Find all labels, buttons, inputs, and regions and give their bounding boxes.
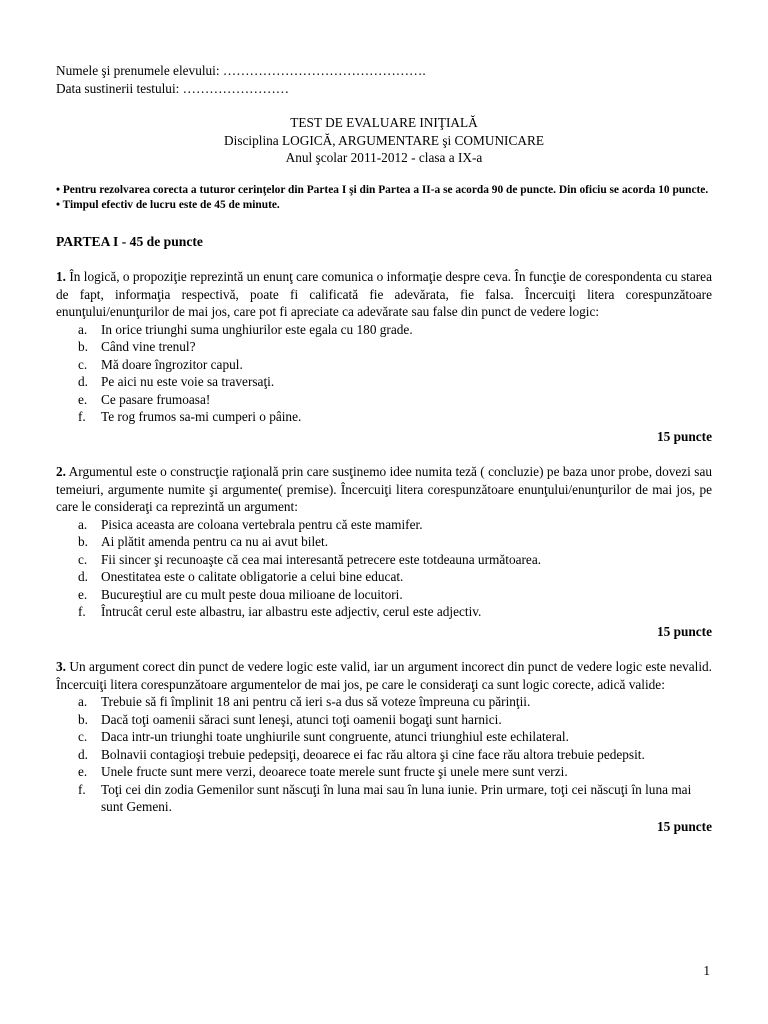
question-text <box>56 463 712 516</box>
question-2 <box>56 463 712 640</box>
option-letter: c. <box>78 551 88 567</box>
document-page <box>56 62 712 835</box>
option-letter: f. <box>78 604 86 619</box>
option-text: Te rog frumos sa-mi cumperi o pâine. <box>101 409 302 424</box>
option-letter: e. <box>78 586 88 602</box>
option-e[interactable] <box>56 586 712 604</box>
option-letter: f. <box>78 409 86 424</box>
option-letter: b. <box>78 711 88 727</box>
options-list <box>56 321 712 426</box>
test-date-field: Data sustinerii testului: …………………… <box>56 80 290 96</box>
option-letter: a. <box>78 516 88 532</box>
question-points: 15 puncte <box>656 623 712 639</box>
question-body: Argumentul este o construcţie raţională prin care susţinemo idee numita teză ( concluzie) pe baza unor probe, dovezi sau temeiuri, argumente numite şi argumente( premise). Încercuiţi litera corespunzătoare enunţului/enunţurilor de mai jos, pe care le consideraţi ca reprezintă un argument: <box>56 464 713 514</box>
question-number: 3. <box>56 659 66 674</box>
question-number: 2. <box>56 464 66 479</box>
question-points: 15 puncte <box>656 428 712 444</box>
option-letter: b. <box>78 534 88 549</box>
option-letter: a. <box>78 694 88 709</box>
option-b[interactable] <box>56 533 712 551</box>
option-text: Unele fructe sunt mere verzi, deoarece toate merele sunt fructe şi unele mere sunt verzi. <box>101 764 568 779</box>
option-text: Pe aici nu este voie sa traversaţi. <box>101 374 275 389</box>
option-e[interactable] <box>56 391 712 409</box>
question-number: 1. <box>56 269 66 284</box>
question-body: În logică, o propoziţie reprezintă un enunţ care comunica o informaţie despre ceva. În funcţie de corespondenta cu starea de fapt, informaţia respectivă, poate fi calificată fie adevărata, fie falsa. Încercuiţi litera corespunzătoare enunţului/enunţurilor de mai jos, care pot fi apreciate ca adevărate sau false din punct de vedere logic: <box>56 269 712 319</box>
instruction-points: • Pentru rezolvarea corecta a tuturor cerinţelor din Partea I şi din Partea a II-a se acorda 90 de puncte. Din oficiu se acorda 10 puncte. <box>56 183 709 196</box>
option-f[interactable] <box>56 408 712 426</box>
question-points: 15 puncte <box>656 818 712 834</box>
option-text: Dacă toţi oamenii săraci sunt leneşi, atunci toţi oamenii bogaţi sunt harnici. <box>101 711 502 727</box>
option-letter: c. <box>78 729 88 744</box>
question-1 <box>56 268 712 445</box>
discipline-title: Disciplina LOGICĂ, ARGUMENTARE şi COMUNICARE <box>224 132 544 148</box>
page-number: 1 <box>703 963 710 978</box>
option-text: Onestitatea este o calitate obligatorie a celui bine educat. <box>101 569 404 584</box>
question-body: Un argument corect din punct de vedere logic este valid, iar un argument incorect din punct de vedere logic este nevalid. Încercuiţi litera corespunzătoare argumentelor de mai jos, pe care le consideraţi ca sunt logic corecte, adică valide: <box>56 659 713 692</box>
option-e[interactable] <box>56 763 712 781</box>
option-text: Când vine trenul? <box>101 339 196 354</box>
instructions <box>56 183 712 214</box>
option-text: Bucureştiul are cu mult peste doua milioane de locuitori. <box>101 586 403 602</box>
test-title: TEST DE EVALUARE INIŢIALĂ <box>290 115 478 130</box>
option-letter: e. <box>78 391 88 407</box>
option-text: In orice triunghi suma unghiurilor este egala cu 180 grade. <box>101 321 413 337</box>
option-d[interactable] <box>56 746 712 764</box>
option-text: Ai plătit amenda pentru ca nu ai avut bilet. <box>101 534 329 549</box>
option-letter: e. <box>78 764 88 779</box>
option-text: Fii sincer şi recunoaşte că cea mai interesantă petrecere este totdeauna următoarea. <box>101 551 542 567</box>
option-b[interactable] <box>56 711 712 729</box>
student-name-field: Numele şi prenumele elevului: ………………………………………. <box>56 63 426 78</box>
options-list <box>56 693 712 816</box>
option-letter: b. <box>78 339 88 354</box>
option-d[interactable] <box>56 373 712 391</box>
option-a[interactable] <box>56 516 712 534</box>
option-a[interactable] <box>56 321 712 339</box>
option-c[interactable] <box>56 356 712 374</box>
option-text: Daca intr-un triunghi toate unghiurile sunt congruente, atunci triunghiul este echilateral. <box>101 729 569 744</box>
option-c[interactable] <box>56 551 712 569</box>
option-text: Pisica aceasta are coloana vertebrala pentru că este mamifer. <box>101 516 423 532</box>
question-text <box>56 268 712 321</box>
options-list <box>56 516 712 621</box>
option-text: Întrucât cerul este albastru, iar albastru este adjectiv, cerul este adjectiv. <box>101 604 482 619</box>
instruction-time: • Timpul efectiv de lucru este de 45 de minute. <box>56 199 280 211</box>
option-letter: d. <box>78 374 88 389</box>
title-block <box>56 114 712 167</box>
option-letter: c. <box>78 356 88 372</box>
option-a[interactable] <box>56 693 712 711</box>
option-letter: d. <box>78 569 88 584</box>
question-3 <box>56 658 712 835</box>
option-f[interactable] <box>56 781 712 816</box>
option-d[interactable] <box>56 568 712 586</box>
option-b[interactable] <box>56 338 712 356</box>
option-letter: f. <box>78 781 86 797</box>
option-text: Ce pasare frumoasa! <box>101 391 211 407</box>
option-text: Bolnavii contagioşi trebuie pedepsiţi, deoarece ei fac rău altora şi cine face rău altora trebuie pedepsit. <box>101 746 645 762</box>
part-title: PARTEA I - 45 de puncte <box>56 233 203 249</box>
option-text: Toţi cei din zodia Gemenilor sunt născuţi în luna mai sau în luna iunie. Prin urmare, toţi cei născuţi în luna mai sunt Gemeni. <box>101 781 692 814</box>
option-letter: a. <box>78 321 88 337</box>
school-year: Anul şcolar 2011-2012 - clasa a IX-a <box>285 150 483 165</box>
question-text <box>56 658 712 693</box>
option-text: Trebuie să fi împlinit 18 ani pentru că ieri s-a dus să voteze împreuna cu părinţii. <box>101 694 531 709</box>
option-letter: d. <box>78 746 88 762</box>
option-text: Mă doare îngrozitor capul. <box>101 356 243 372</box>
option-f[interactable] <box>56 603 712 621</box>
option-c[interactable] <box>56 728 712 746</box>
